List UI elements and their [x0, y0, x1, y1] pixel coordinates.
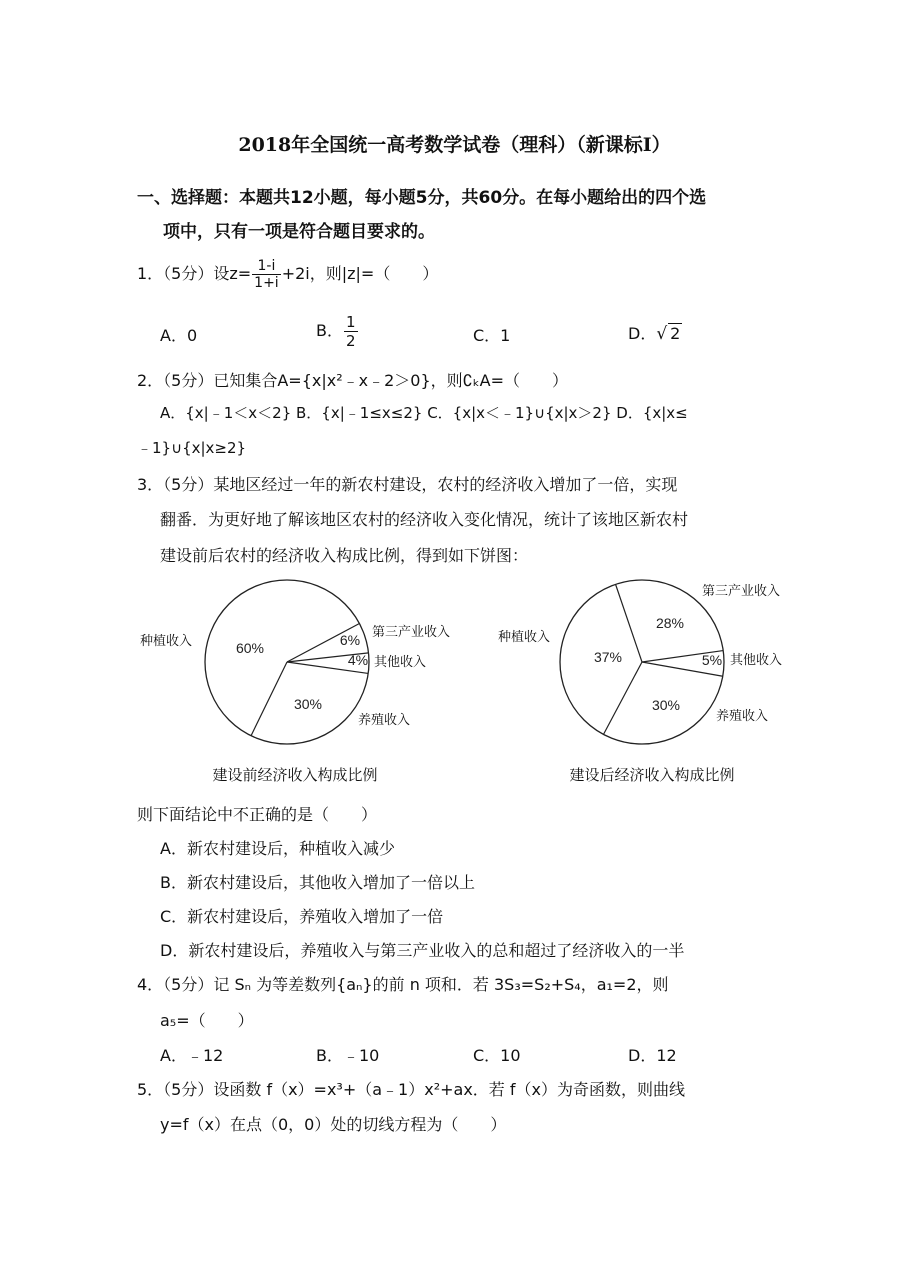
pie-title: 建设前经济收入构成比例 — [212, 766, 378, 784]
section-heading-line2: 项中，只有一项是符合题目要求的。 — [163, 222, 435, 242]
q2-options-line1: A．{x|﹣1＜x＜2} B．{x|﹣1≤x≤2} C．{x|x＜﹣1}∪{x|x＞2} D．{x|x≤ — [160, 404, 688, 422]
q1-option-b-den: 2 — [345, 332, 356, 350]
q1-option-c: C．1 — [473, 326, 511, 345]
q4-option-b: B．﹣10 — [316, 1046, 380, 1065]
q1-option-b-fraction — [344, 313, 358, 350]
page-title: 2018年全国统一高考数学试卷（理科）（新课标I） — [238, 134, 671, 156]
q1-stem-part1: 1．（5分）设z= — [137, 264, 252, 283]
q1-frac-den: 1+i — [254, 275, 279, 291]
pie-category-label: 第三产业收入 — [702, 584, 781, 599]
question-5-line1: 5．（5分）设函数 f（x）=x³+（a﹣1）x²+ax．若 f（x）为奇函数，则曲线 — [137, 1080, 685, 1099]
question-3-line3: 建设前后农村的经济收入构成比例，得到如下饼图： — [160, 546, 529, 565]
sqrt-icon: √ — [656, 324, 668, 344]
q4-option-a: A．﹣12 — [160, 1046, 224, 1065]
q1-option-d — [628, 321, 682, 344]
question-3-line2: 翻番．为更好地了解该地区农村的经济收入变化情况，统计了该地区新农村 — [160, 510, 689, 529]
pie-charts — [130, 575, 810, 800]
q3-option-d: D．新农村建设后，养殖收入与第三产业收入的总和超过了经济收入的一半 — [160, 941, 685, 960]
q1-option-b-num: 1 — [345, 313, 356, 331]
pie-category-label: 养殖收入 — [716, 709, 769, 724]
pie-percent-label: 37% — [593, 649, 623, 665]
pie-category-label: 其他收入 — [730, 653, 783, 668]
pie-percent-label: 5% — [701, 652, 723, 668]
section-heading-line1: 一、选择题：本题共12小题，每小题5分，共60分。在每小题给出的四个选 — [137, 188, 707, 208]
pie-category-label: 其他收入 — [374, 655, 427, 670]
q1-frac-num: 1-i — [252, 258, 281, 275]
q2-options-line2: ﹣1}∪{x|x≥2} — [137, 439, 247, 457]
q3-option-b: B．新农村建设后，其他收入增加了一倍以上 — [160, 873, 475, 892]
q3-option-c: C．新农村建设后，养殖收入增加了一倍 — [160, 907, 444, 926]
question-2-stem: 2．（5分）已知集合A={x|x²﹣x﹣2＞0}，则∁ₖA=（ ） — [137, 371, 568, 390]
pie-category-label: 种植收入 — [498, 630, 551, 645]
section-heading — [137, 181, 787, 249]
pie-percent-label: 60% — [235, 640, 265, 656]
pie-category-label: 养殖收入 — [358, 713, 411, 728]
q1-option-a: A．0 — [160, 326, 198, 345]
pie-percent-label: 30% — [293, 696, 323, 712]
q1-option-b-prefix: B． — [316, 321, 343, 340]
pie-category-label: 第三产业收入 — [372, 625, 451, 640]
q3-option-a: A．新农村建设后，种植收入减少 — [160, 839, 395, 858]
pie-category-label: 种植收入 — [140, 634, 193, 649]
question-4-line2: a₅=（ ） — [160, 1011, 254, 1030]
question-5-line2: y=f（x）在点（0，0）处的切线方程为（ ） — [160, 1115, 507, 1134]
q1-stem-part2: +2i，则|z|=（ ） — [281, 264, 439, 283]
pie-percent-label: 28% — [655, 615, 685, 631]
q4-option-d: D．12 — [628, 1046, 677, 1065]
pie-title: 建设后经济收入构成比例 — [569, 766, 735, 784]
q1-fraction — [252, 258, 281, 291]
pie-percent-label: 4% — [347, 652, 369, 668]
q1-option-d-radicand: 2 — [670, 324, 681, 343]
pie-percent-label: 30% — [651, 697, 681, 713]
q1-option-d-prefix: D． — [628, 324, 657, 343]
q1-option-b — [316, 313, 359, 350]
question-3-ask: 则下面结论中不正确的是（ ） — [137, 805, 378, 824]
q4-option-c: C．10 — [473, 1046, 521, 1065]
question-3-line1: 3．（5分）某地区经过一年的新农村建设，农村的经济收入增加了一倍，实现 — [137, 475, 678, 494]
question-4-line1: 4．（5分）记 Sₙ 为等差数列{aₙ}的前 n 项和．若 3S₃=S₂+S₄，a₁=2，则 — [137, 975, 669, 994]
pie-percent-label: 6% — [339, 632, 361, 648]
question-1-stem — [137, 258, 438, 291]
